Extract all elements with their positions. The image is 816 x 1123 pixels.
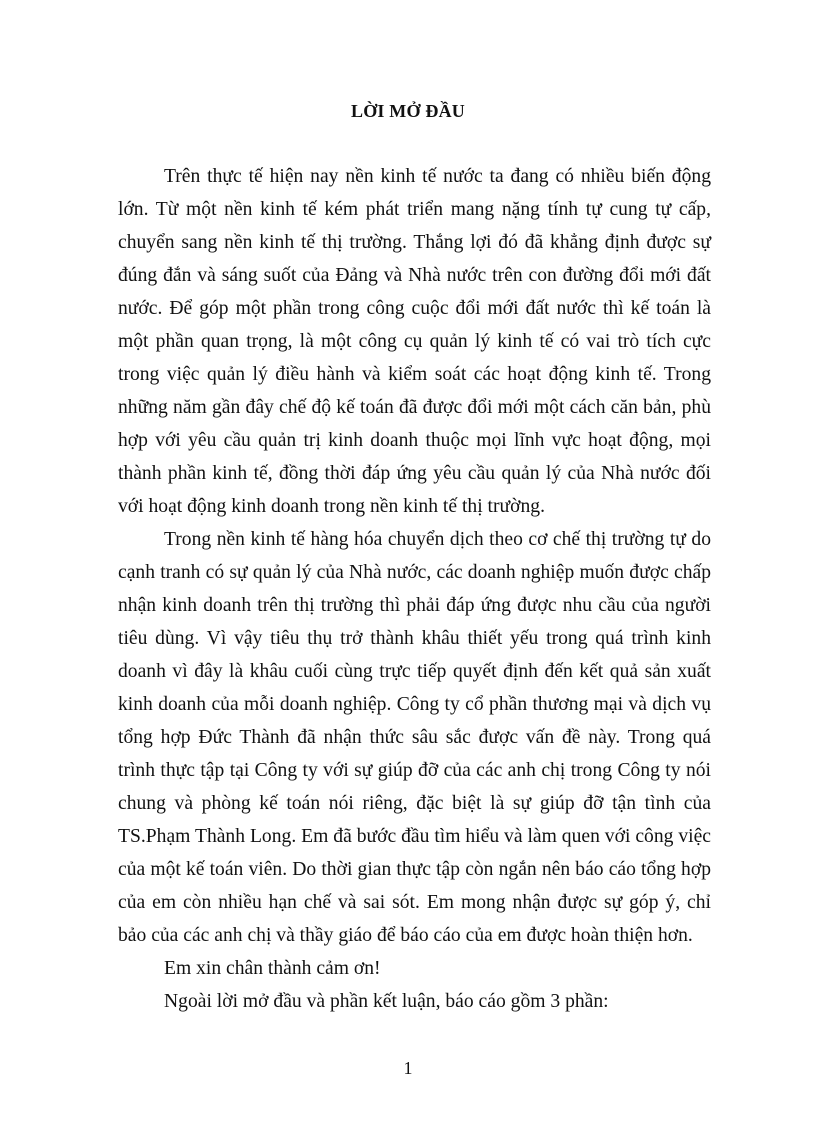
paragraph-company-context: Trong nền kinh tế hàng hóa chuyển dịch theo cơ chế thị trường tự do cạnh tranh có sự quản lý của Nhà nước, các doanh nghiệp muốn được chấp nhận kinh doanh trên thị trường thì phải đáp ứng được nhu cầu của người tiêu dùng. Vì vậy tiêu thụ trở thành khâu thiết yếu trong quá trình kinh doanh vì đây là khâu cuối cùng trực tiếp quyết định đến kết quả sản xuất kinh doanh của mỗi doanh nghiệp. Công ty cổ phần thương mại và dịch vụ tổng hợp Đức Thành đã nhận thức sâu sắc được vấn đề này. Trong quá trình thực tập tại Công ty với sự giúp đỡ của các anh chị trong Công ty nói chung và phòng kế toán nói riêng, đặc biệt là sự giúp đỡ tận tình của TS.Phạm Thành Long. Em đã bước đầu tìm hiểu và làm quen với công việc của một kế toán viên. Do thời gian thực tập còn ngắn nên báo cáo tổng hợp của em còn nhiều hạn chế và sai sót. Em mong nhận được sự góp ý, chỉ bảo của các anh chị và thầy giáo để báo cáo của em được hoàn thiện hơn. [118, 529, 711, 946]
paragraph-introduction: Trên thực tế hiện nay nền kinh tế nước ta đang có nhiều biến động lớn. Từ một nền kinh tế kém phát triển mang nặng tính tự cung tự cấp, chuyển sang nền kinh tế thị trường. Thắng lợi đó đã khẳng định được sự đúng đắn và sáng suốt của Đảng và Nhà nước trên con đường đổi mới đất nước. Để góp một phần trong công cuộc đổi mới đất nước thì kế toán là một phần quan trọng, là một công cụ quản lý kinh tế có vai trò tích cực trong việc quản lý điều hành và kiểm soát các hoạt động kinh tế. Trong những năm gần đây chế độ kế toán đã được đổi mới một cách căn bản, phù hợp với yêu cầu quản trị kinh doanh thuộc mọi lĩnh vực hoạt động, mọi thành phần kinh tế, đồng thời đáp ứng yêu cầu quản lý của Nhà nước đối với hoạt động kinh doanh trong nền kinh tế thị trường. [118, 166, 711, 517]
paragraph-thanks: Em xin chân thành cảm ơn! [164, 958, 381, 979]
document-body [118, 160, 711, 1018]
page-number: 1 [403, 1058, 413, 1078]
page-title: LỜI MỞ ĐẦU [351, 101, 465, 121]
paragraph-report-structure: Ngoài lời mở đầu và phần kết luận, báo cáo gồm 3 phần: [164, 991, 609, 1012]
